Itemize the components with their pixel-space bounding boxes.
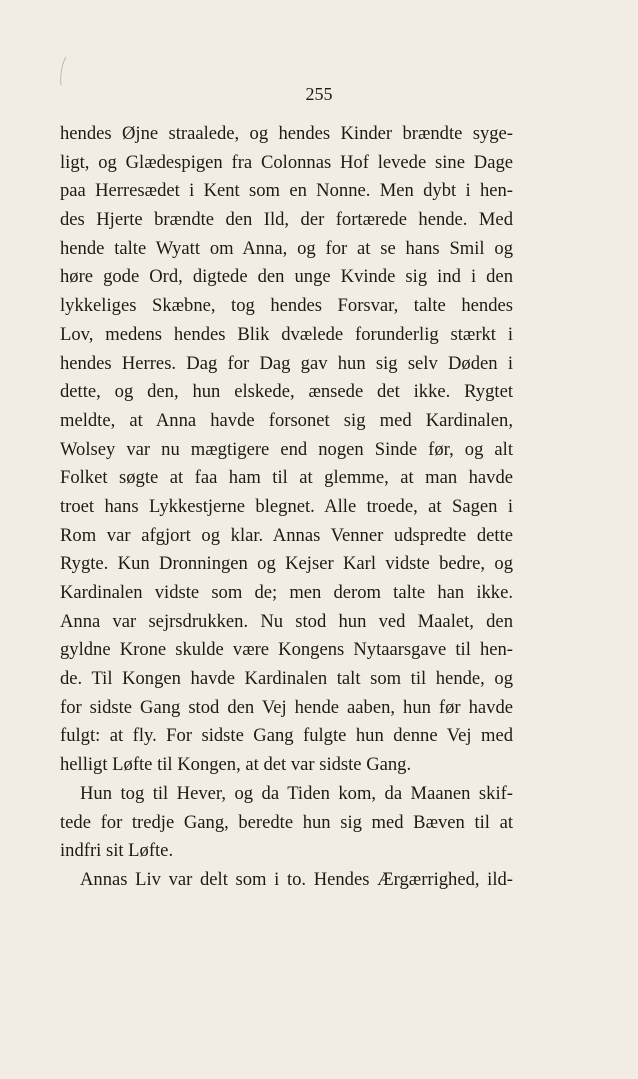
- paragraph-end-line: helligt Løfte til Kongen, at det var sidste Gang.: [60, 754, 412, 776]
- text-line: Rygte. Kun Dronningen og Kejser Karl vidste bedre, og: [60, 553, 513, 575]
- text-line: høre gode Ord, digtede den unge Kvinde sig ind i den: [60, 266, 513, 288]
- text-line: des Hjerte brændte den Ild, der fortærede hende. Med: [60, 209, 513, 231]
- text-line: meldte, at Anna havde forsonet sig med Kardinalen,: [60, 409, 513, 431]
- paragraph-end-line: indfri sit Løfte.: [60, 840, 174, 862]
- paragraph-start-line: Annas Liv var delt som i to. Hendes Ærgærrighed, ild-: [80, 868, 513, 890]
- text-line: lykkeliges Skæbne, tog hendes Forsvar, talte hendes: [60, 295, 513, 317]
- text-line: Wolsey var nu mægtigere end nogen Sinde før, og alt: [60, 438, 513, 460]
- page-number: 255: [305, 84, 333, 104]
- text-line: paa Herresædet i Kent som en Nonne. Men dybt i hen-: [60, 180, 513, 202]
- text-line: tede for tredje Gang, beredte hun sig med Bæven til at: [60, 811, 513, 833]
- text-line: Anna var sejrsdrukken. Nu stod hun ved Maalet, den: [60, 610, 513, 632]
- text-line: hende talte Wyatt om Anna, og for at se hans Smil og: [60, 237, 513, 259]
- text-line: Kardinalen vidste som de; men derom talte han ikke.: [60, 582, 513, 603]
- text-line: troet hans Lykkestjerne blegnet. Alle troede, at Sagen i: [60, 495, 513, 517]
- text-line: gyldne Krone skulde være Kongens Nytaarsgave til hen-: [60, 639, 513, 661]
- body-text: [60, 120, 513, 895]
- text-line: de. Til Kongen havde Kardinalen talt som til hende, og: [60, 668, 513, 690]
- text-line: hendes Herres. Dag for Dag gav hun sig selv Døden i: [60, 352, 513, 374]
- text-line: fulgt: at fly. For sidste Gang fulgte hun denne Vej med: [60, 725, 513, 747]
- text-line: Rom var afgjort og klar. Annas Venner udspredte dette: [60, 524, 513, 546]
- text-line: dette, og den, hun elskede, ænsede det ikke. Rygtet: [60, 381, 513, 403]
- text-line: Lov, medens hendes Blik dvælede forunderlig stærkt i: [60, 323, 513, 345]
- text-line: hendes Øjne straalede, og hendes Kinder brændte syge-: [60, 123, 513, 144]
- text-line: for sidste Gang stod den Vej hende aaben, hun før havde: [60, 696, 513, 718]
- paragraph-start-line: Hun tog til Hever, og da Tiden kom, da Maanen skif-: [80, 782, 513, 804]
- text-line: Folket søgte at faa ham til at glemme, at man havde: [60, 467, 513, 489]
- text-line: ligt, og Glædespigen fra Colonnas Hof levede sine Dage: [60, 151, 513, 173]
